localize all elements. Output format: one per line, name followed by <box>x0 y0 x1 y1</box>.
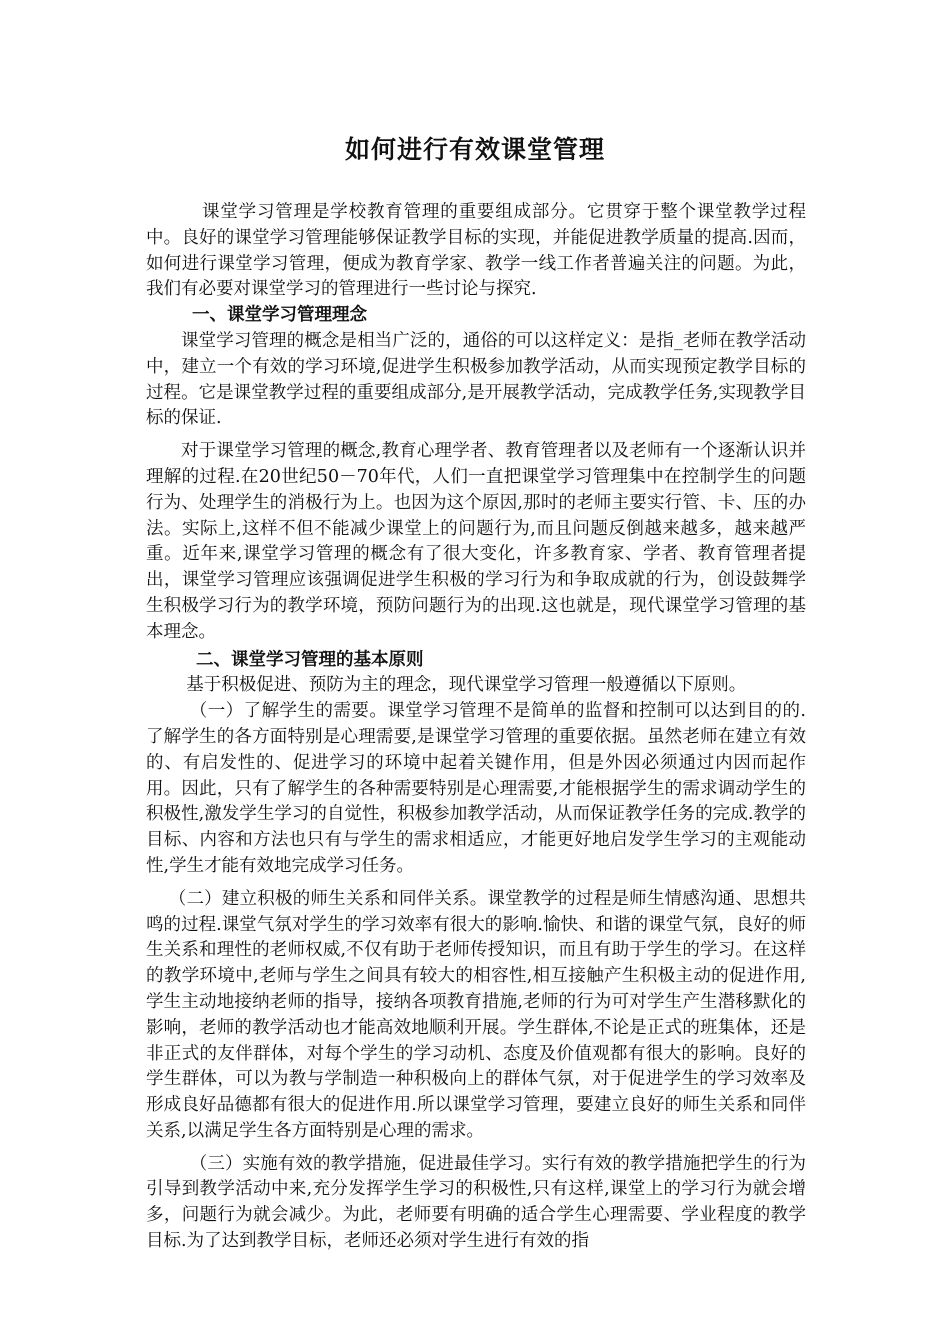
document-body <box>146 200 806 1255</box>
intro-paragraph: 课堂学习管理是学校教育管理的重要组成部分。它贯穿于整个课堂教学过程中。良好的课堂学习管理能够保证教学目标的实现，并能促进教学质量的提高.因而，如何进行课堂学习管理，便成为教育学家、教学一线工作者普遍关注的问题。为此，我们有必要对课堂学习的管理进行一些讨论与探究. <box>146 202 806 300</box>
document-title: 如何进行有效课堂管理 <box>344 135 605 164</box>
principle-2-paragraph: （二）建立积极的师生关系和同伴关系。课堂教学的过程是师生情感沟通、思想共鸣的过程.课堂气氛对学生的学习效率有很大的影响.愉快、和谐的课堂气氛，良好的师生关系和理性的老师权威,不仅有助于老师传授知识，而且有助于学生的学习。在这样的教学环境中,老师与学生之间具有较大的相容性,相互接触产生积极主动的促进作用,学生主动地接纳老师的指导，接纳各项教育措施,老师的行为可对学生产生潜移默化的影响，老师的教学活动也才能高效地顺利开展。学生群体,不论是正式的班集体，还是非正式的友伴群体，对每个学生的学习动机、态度及价值观都有很大的影响。良好的学生群体，可以为教与学制造一种积极向上的群体气氛，对于促进学生的学习效率及形成良好品德都有很大的促进作用.所以课堂学习管理，要建立良好的师生关系和同伴关系,以满足学生各方面特别是心理的需求。 <box>146 888 806 1141</box>
section-heading-1: 一、课堂学习管理理念 <box>192 305 367 326</box>
section-heading-2: 二、课堂学习管理的基本原则 <box>196 649 424 670</box>
principle-1-paragraph: （一）了解学生的需要。课堂学习管理不是简单的监督和控制可以达到目的的.了解学生的各方面特别是心理需要,是课堂学习管理的重要依据。虽然老师在建立有效的、有启发性的、促进学习的环境中起着关键作用，但是外因必须通过内因而起作用。因此，只有了解学生的各种需要特别是心理需要,才能根据学生的需求调动学生的积极性,激发学生学习的自觉性，积极参加教学活动，从而保证教学任务的完成.教学的目标、内容和方法也只有与学生的需求相适应，才能更好地启发学生学习的主观能动性,学生才能有效地完成学习任务。 <box>146 701 806 876</box>
section2-lead-paragraph: 基于积极促进、预防为主的理念，现代课堂学习管理一般遵循以下原则。 <box>186 675 747 696</box>
principle-3-paragraph: （三）实施有效的教学措施，促进最佳学习。实行有效的教学措施把学生的行为引导到教学活动中来,充分发挥学生学习的积极性,只有这样,课堂上的学习行为就会增多，问题行为就会减少。为此，老师要有明确的适合学生心理需要、学业程度的教学目标.为了达到教学目标，老师还必须对学生进行有效的指 <box>146 1153 806 1252</box>
section1-paragraph-2: 对于课堂学习管理的概念,教育心理学者、教育管理者以及老师有一个逐渐认识并理解的过程.在20世纪50－70年代，人们一直把课堂学习管理集中在控制学生的问题行为、处理学生的消极行为上。也因为这个原因,那时的老师主要实行管、卡、压的办法。实际上,这样不但不能减少课堂上的问题行为,而且问题反倒越来越多，越来越严重。近年来,课堂学习管理的概念有了很大变化，许多教育家、学者、教育管理者提出，课堂学习管理应该强调促进学生积极的学习行为和争取成就的行为，创设鼓舞学生积极学习行为的教学环境，预防问题行为的出现.这也就是，现代课堂学习管理的基本理念。 <box>146 441 806 642</box>
section1-paragraph-1: 课堂学习管理的概念是相当广泛的，通俗的可以这样定义：是指_老师在教学活动中，建立一个有效的学习环境,促进学生积极参加教学活动，从而实现预定教学目标的过程。它是课堂教学过程的重要组成部分,是开展教学活动，完成教学任务,实现教学目标的保证. <box>146 330 806 429</box>
